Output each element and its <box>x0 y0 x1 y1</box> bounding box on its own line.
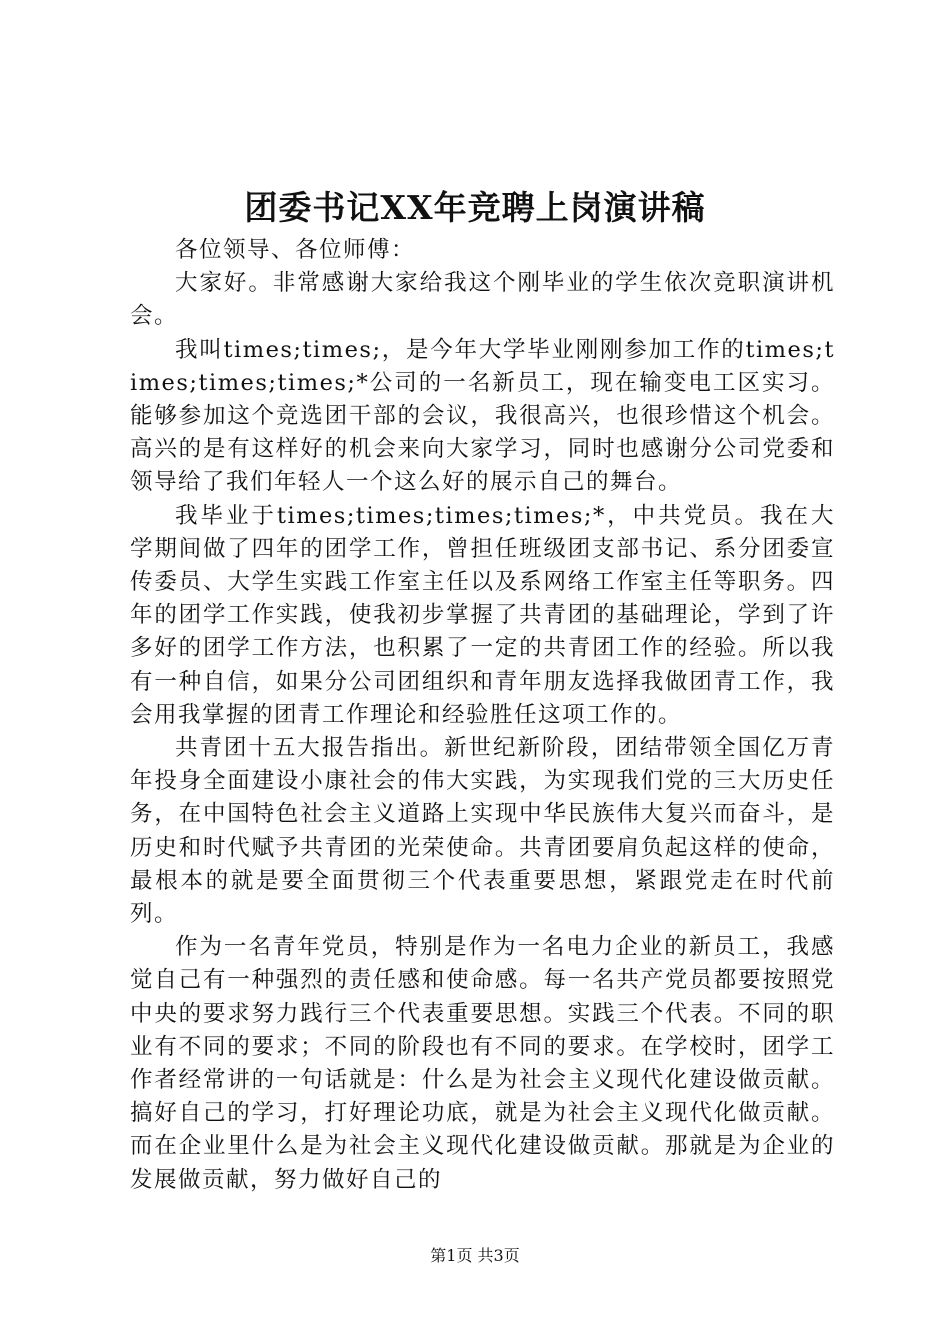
document-title: 团委书记XX年竞聘上岗演讲稿 <box>244 188 706 227</box>
paragraph-mission: 共青团十五大报告指出。新世纪新阶段，团结带领全国亿万青年投身全面建设小康社会的伟大实践，为实现我们党的三大历史任务，在中国特色社会主义道路上实现中华民族伟大复兴而奋斗，是历史和时代赋予共青团的光荣使命。共青团要肩负起这样的使命，最根本的就是要全面贯彻三个代表重要思想，紧跟党走在时代前列。 <box>130 735 835 928</box>
document-body <box>130 234 835 1197</box>
paragraph-background: 我毕业于times;times;times;times;*，中共党员。我在大学期间做了四年的团学工作，曾担任班级团支部书记、系分团委宣传委员、大学生实践工作室主任以及系网络工作室主任等职务。四年的团学工作实践，使我初步掌握了共青团的基础理论，学到了许多好的团学工作方法，也积累了一定的共青团工作的经验。所以我有一种自信，如果分公司团组织和青年朋友选择我做团青工作，我会用我掌握的团青工作理论和经验胜任这项工作的。 <box>130 502 835 728</box>
page-footer: 第1页 共3页 <box>430 1246 520 1265</box>
paragraph-responsibility: 作为一名青年党员，特别是作为一名电力企业的新员工，我感觉自己有一种强烈的责任感和使命感。每一名共产党员都要按照党中央的要求努力践行三个代表重要思想。实践三个代表。不同的职业有不同的要求；不同的阶段也有不同的要求。在学校时，团学工作者经常讲的一句话就是：什么是为社会主义现代化建设做贡献。搞好自己的学习，打好理论功底，就是为社会主义现代化做贡献。而在企业里什么是为社会主义现代化建设做贡献。那就是为企业的发展做贡献，努力做好自己的 <box>130 934 835 1193</box>
paragraph-salutation: 各位领导、各位师傅： <box>175 237 416 263</box>
paragraph-introduction: 我叫times;times;，是今年大学毕业刚刚参加工作的times;times;times;times;*公司的一名新员工，现在输变电工区实习。能够参加这个竞选团干部的会议，我很高兴，也很珍惜这个机会。高兴的是有这样好的机会来向大家学习，同时也感谢分公司党委和领导给了我们年轻人一个这么好的展示自己的舞台。 <box>130 336 835 496</box>
paragraph-greeting: 大家好。非常感谢大家给我这个刚毕业的学生依次竞职演讲机会。 <box>130 270 835 330</box>
